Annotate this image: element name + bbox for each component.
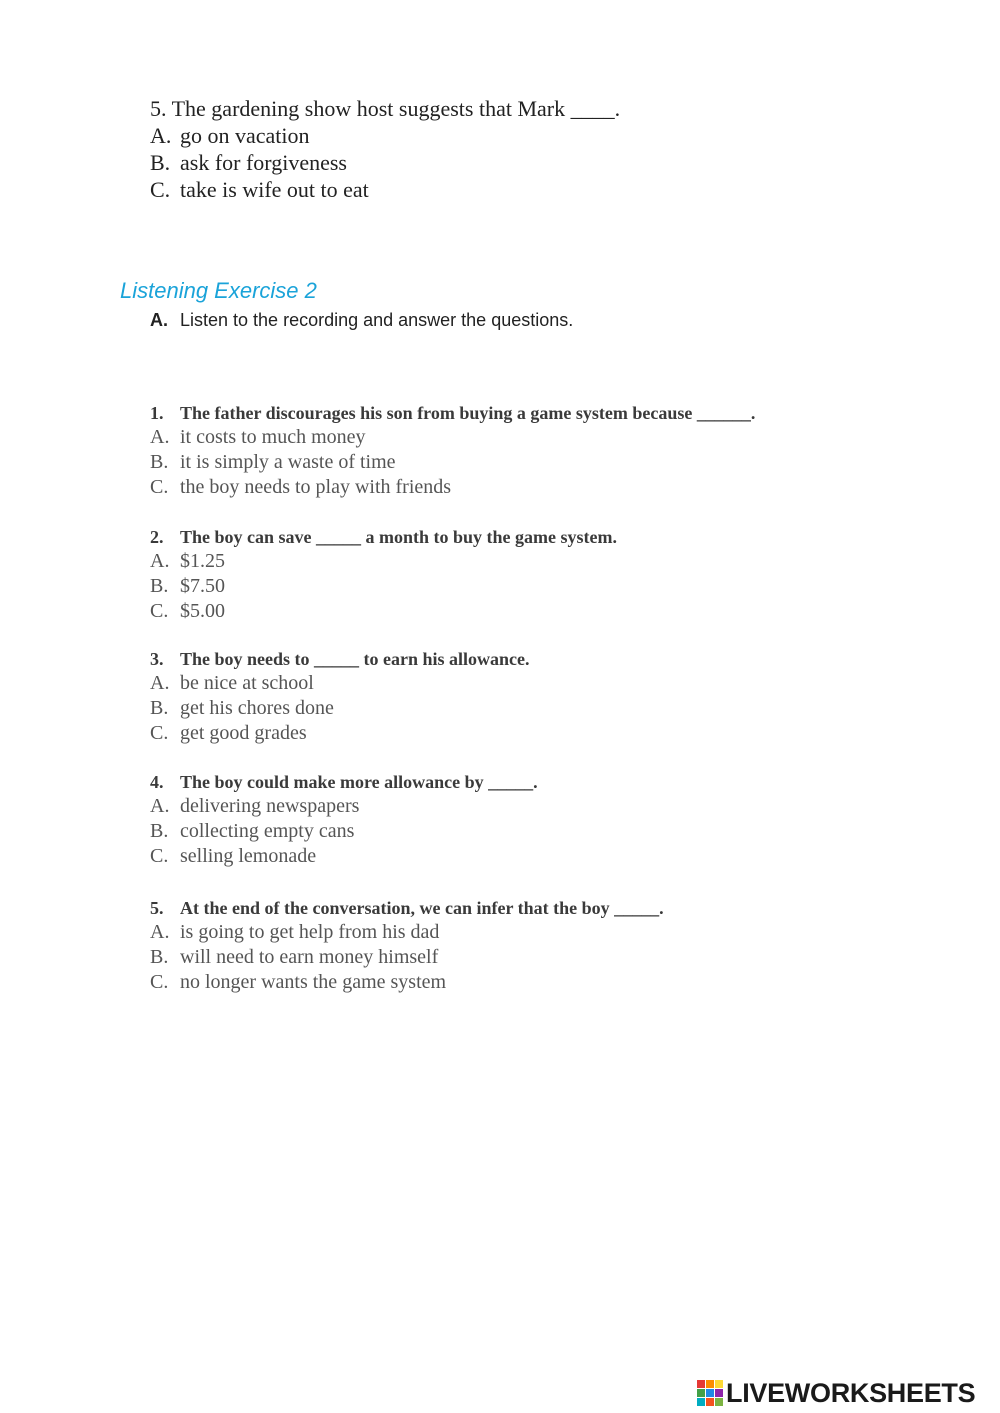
option-text: be nice at school [180,672,314,694]
option-label: C. [150,177,171,202]
question-number: 3. [150,649,164,669]
option-a[interactable] [150,672,314,695]
option-c[interactable] [150,971,446,994]
question-text: The father discourages his son from buying a game system because ______. [180,403,756,423]
logo-square [697,1398,705,1406]
option-b[interactable] [150,820,354,843]
option-a[interactable] [150,921,439,944]
option-c[interactable] [150,722,307,745]
instruction-label: A. [150,310,168,330]
option-label: B. [150,451,169,473]
logo-grid-icon [697,1380,723,1406]
option-label: A. [150,672,170,694]
question-number: 5. [150,898,164,918]
option-label: B. [150,150,171,175]
option-a[interactable] [150,426,366,449]
option-text: $7.50 [180,575,225,597]
option-text: will need to earn money himself [180,946,439,968]
option-text: selling lemonade [180,845,317,867]
option-c[interactable] [150,476,451,499]
logo-square [697,1380,705,1388]
option-b[interactable] [150,575,225,598]
option-label: C. [150,722,169,744]
option-label: B. [150,575,169,597]
previous-option-a[interactable] [150,123,310,149]
option-c[interactable] [150,845,316,868]
logo-square [715,1389,723,1397]
option-label: A. [150,123,172,148]
option-label: A. [150,426,170,448]
option-label: C. [150,971,169,993]
question-number: 1. [150,403,164,423]
logo-square [715,1398,723,1406]
logo-square [697,1389,705,1397]
question-stem [150,403,755,424]
option-label: C. [150,845,169,867]
option-b[interactable] [150,697,334,720]
logo-square [715,1380,723,1388]
option-label: B. [150,697,169,719]
option-label: A. [150,795,170,817]
option-c[interactable] [150,600,225,623]
previous-question-stem: 5. The gardening show host suggests that Mark ____. [150,96,621,121]
option-text: it is simply a waste of time [180,451,396,473]
option-label: B. [150,946,169,968]
option-text: delivering newspapers [180,795,360,817]
question-stem [150,898,664,919]
option-text: is going to get help from his dad [180,921,440,943]
option-text: $1.25 [180,550,225,572]
option-text: $5.00 [180,600,225,622]
option-text: the boy needs to play with friends [180,476,452,498]
option-b[interactable] [150,451,396,474]
logo-text: LIVEWORKSHEETS [726,1378,976,1408]
question-number: 4. [150,772,164,792]
option-text: get his chores done [180,697,334,719]
question-stem [150,649,530,670]
option-text: get good grades [180,722,307,744]
section-heading: Listening Exercise 2 [120,278,317,303]
option-text: go on vacation [180,123,310,148]
option-text: ask for forgiveness [180,150,347,175]
option-label: A. [150,921,170,943]
logo-square [706,1389,714,1397]
previous-option-b[interactable] [150,150,347,176]
option-text: collecting empty cans [180,820,355,842]
section-instruction [150,310,573,331]
option-label: C. [150,476,169,498]
question-stem [150,772,538,793]
option-a[interactable] [150,550,225,573]
logo-square [706,1398,714,1406]
question-text: At the end of the conversation, we can infer that the boy _____. [180,898,664,918]
question-text: The boy needs to _____ to earn his allowance. [180,649,530,669]
option-b[interactable] [150,946,438,969]
option-text: take is wife out to eat [180,177,369,202]
option-label: B. [150,820,169,842]
option-text: it costs to much money [180,426,366,448]
option-a[interactable] [150,795,359,818]
logo-square [706,1380,714,1388]
option-label: A. [150,550,170,572]
question-text: The boy can save _____ a month to buy the game system. [180,527,618,547]
previous-option-c[interactable] [150,177,369,203]
option-label: C. [150,600,169,622]
option-text: no longer wants the game system [180,971,447,993]
question-number: 2. [150,527,164,547]
question-stem [150,527,617,548]
instruction-text: Listen to the recording and answer the questions. [180,310,574,330]
liveworksheets-logo [697,1378,975,1408]
question-text: The boy could make more allowance by _____. [180,772,538,792]
